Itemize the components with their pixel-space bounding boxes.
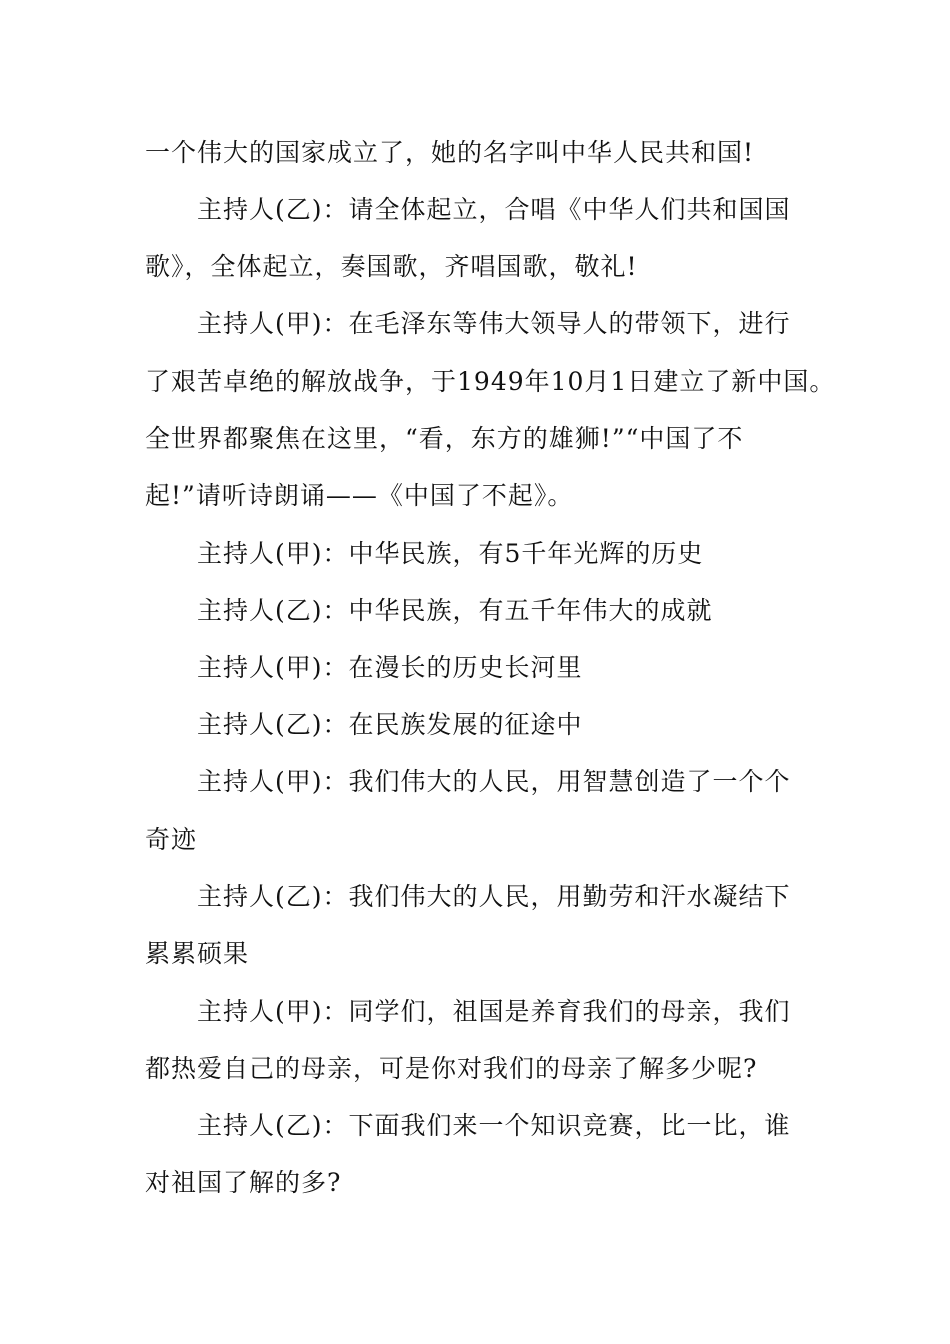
text-line: 起!”请听诗朗诵——《中国了不起》。 — [145, 481, 574, 510]
text-line: 都热爱自己的母亲，可是你对我们的母亲了解多少呢? — [145, 1054, 758, 1083]
text-line: 累累硕果 — [145, 939, 250, 968]
text-line: 主持人(乙)：我们伟大的人民，用勤劳和汗水凝结下 — [197, 882, 791, 911]
text-line: 主持人(乙)：请全体起立，合唱《中华人们共和国国 — [197, 195, 791, 224]
text-line: 了艰苦卓绝的解放战争，于1949年10月1日建立了新中国。 — [145, 367, 836, 396]
text-line: 主持人(甲)：在漫长的历史长河里 — [197, 653, 583, 682]
text-line: 主持人(乙)：中华民族，有五千年伟大的成就 — [197, 596, 713, 625]
text-line: 全世界都聚焦在这里，“看，东方的雄狮!”“中国了不 — [145, 424, 744, 453]
text-line: 主持人(甲)：中华民族，有5千年光辉的历史 — [197, 539, 704, 568]
text-line: 一个伟大的国家成立了，她的名字叫中华人民共和国! — [145, 138, 755, 167]
text-line: 歌》，全体起立，奏国歌，齐唱国歌，敬礼! — [145, 252, 638, 281]
text-line: 奇迹 — [145, 825, 198, 854]
text-line: 主持人(甲)：在毛泽东等伟大领导人的带领下，进行 — [197, 309, 791, 338]
text-line: 主持人(乙)：下面我们来一个知识竞赛，比一比，谁 — [197, 1111, 791, 1140]
text-line: 主持人(甲)：我们伟大的人民，用智慧创造了一个个 — [197, 767, 791, 796]
text-line: 主持人(乙)：在民族发展的征途中 — [197, 710, 583, 739]
text-line: 对祖国了解的多? — [145, 1168, 342, 1197]
text-line: 主持人(甲)：同学们，祖国是养育我们的母亲，我们 — [197, 997, 791, 1026]
